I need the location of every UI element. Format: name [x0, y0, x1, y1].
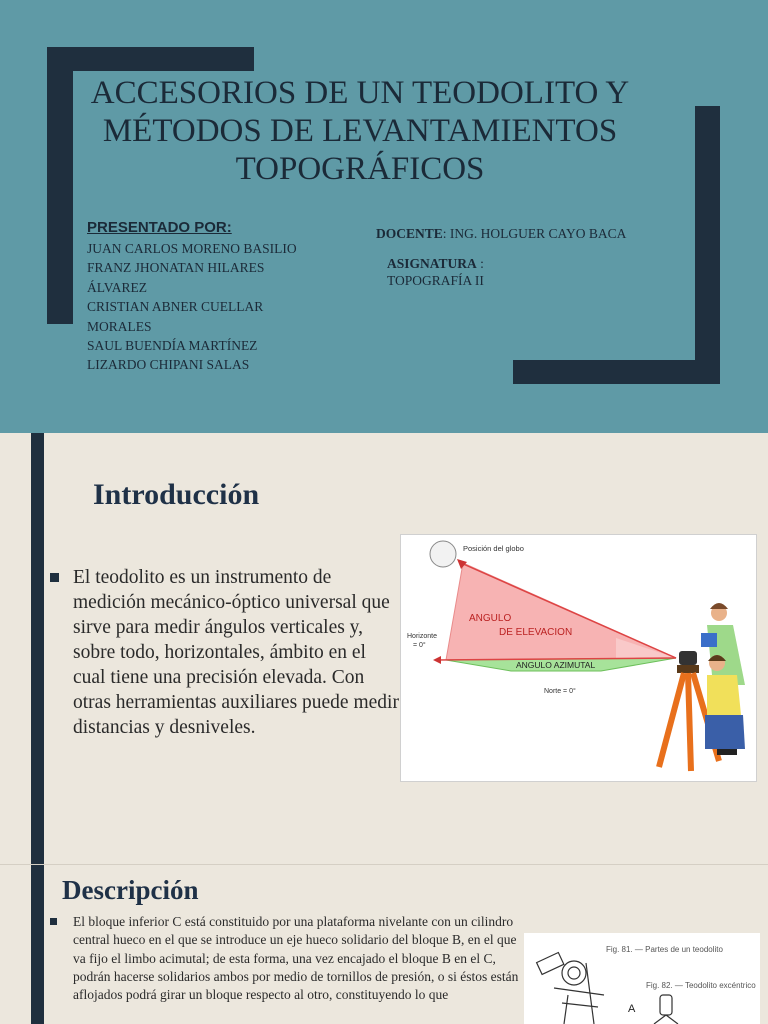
author-line: MORALES	[87, 318, 152, 334]
label-azimuth: ANGULO AZIMUTAL	[516, 660, 596, 670]
label-elevation-2: DE ELEVACION	[499, 627, 573, 638]
docente-value: : ING. HOLGUER CAYO BACA	[442, 226, 627, 241]
authors-list	[87, 239, 337, 375]
theodolite-parts-figure	[524, 933, 760, 1024]
figure-label-a: A	[628, 1003, 636, 1015]
asignatura	[387, 256, 484, 272]
author-line: ÁLVAREZ	[87, 279, 148, 295]
asignatura-value: TOPOGRAFÍA II	[387, 273, 484, 288]
label-horizon: Horizonte	[407, 633, 437, 640]
descripcion-paragraph: El bloque inferior C está constituido por una plataforma nivelante con un cilindro central hueco en el que se introduce un eje hueco solidario del bloque B, en el que va fijo el limbo acimutal; de esta forma, una vez encajado el bloque B en el C, podrán hacerse solidarios ambos por medio de tornillos de presión, o si éstos están aflojados podrá girar un bloque respecto al otro, constituyendo lo que	[73, 914, 519, 1003]
asignatura-separator: :	[476, 256, 484, 271]
cover-slide	[0, 0, 768, 433]
descripcion-heading: Descripción	[62, 875, 199, 905]
decorative-bracket-right-bottom	[513, 360, 720, 384]
author-line: FRANZ JHONATAN HILARES	[87, 260, 265, 276]
cover-title: ACCESORIOS DE UN TEODOLITO Y MÉTODOS DE LEVANTAMIENTOS TOPOGRÁFICOS	[90, 75, 630, 187]
presented-by-label: PRESENTADO POR:	[87, 219, 232, 236]
label-zero: = 0°	[413, 642, 426, 649]
horizon-arrow-icon	[433, 656, 441, 664]
side-accent-bar	[31, 433, 44, 1024]
intro-heading: Introducción	[93, 478, 260, 511]
theodolite-parts-illustration	[524, 933, 760, 1024]
decorative-bracket-left-top	[47, 47, 254, 71]
bullet-icon	[50, 918, 57, 925]
elevation-angle-illustration	[401, 535, 756, 781]
docente-label: DOCENTE	[376, 226, 443, 241]
figure-caption-2: Fig. 82. — Teodolito excéntrico	[646, 981, 756, 990]
intro-paragraph: El teodolito es un instrumento de medición mecánico-óptico universal que sirve para medir ángulos verticales y, sobre todo, horizontales, ámbito en el cual tiene una precisión elevada. Con otras herramientas auxiliares puede medir distancias y desniveles.	[73, 567, 399, 738]
author-line: JUAN CARLOS MORENO BASILIO	[87, 241, 297, 256]
surveyors-icon	[701, 603, 745, 755]
elevation-angle-area	[446, 563, 676, 660]
slide-divider	[0, 864, 768, 865]
label-globe: Posición del globo	[463, 544, 524, 553]
label-elevation-1: ANGULO	[469, 613, 512, 624]
asignatura-label: ASIGNATURA	[387, 256, 477, 271]
balloon-icon	[430, 541, 456, 567]
author-line: CRISTIAN ABNER CUELLAR	[87, 299, 264, 315]
decorative-bracket-right	[695, 106, 720, 384]
docente	[376, 226, 626, 242]
author-line: SAUL BUENDÍA MARTÍNEZ	[87, 338, 258, 354]
author-line: LIZARDO CHIPANI SALAS	[87, 357, 250, 373]
figure-caption-1: Fig. 81. — Partes de un teodolito	[606, 945, 723, 954]
label-north: Norte = 0°	[544, 688, 576, 695]
elevation-angle-figure	[400, 534, 757, 782]
elevation-angle-arc	[616, 638, 676, 658]
bullet-icon	[50, 573, 59, 582]
